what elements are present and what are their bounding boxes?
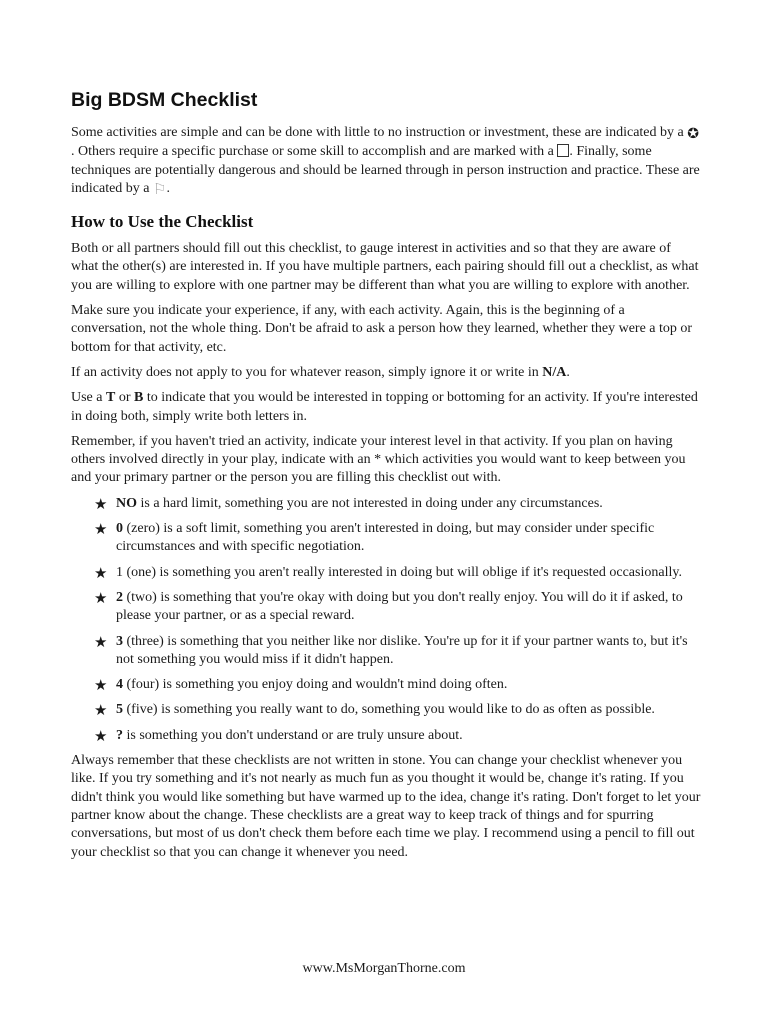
rating-item <box>71 495 701 513</box>
rating-key: 5 <box>116 702 123 718</box>
rating-text: (zero) is a soft limit, something you aren't interested in doing, but may consider under specific circumstances and with specific negotiation. <box>116 521 655 555</box>
rating-item <box>71 727 701 745</box>
rating-text: is something you don't understand or are truly unsure about. <box>123 727 463 743</box>
rating-item <box>71 633 701 670</box>
flag-icon: ⚐ <box>153 179 167 198</box>
paragraph-interest: Remember, if you haven't tried an activity, indicate your interest level in that activity. If you plan on having others involved directly in your play, indicate with an * which activities you would want to keep between you and your primary partner or the person you are filling this checklist out with. <box>71 433 686 486</box>
intro-text-1: Some activities are simple and can be done with little to no instruction or investment, these are indicated by a <box>71 125 688 140</box>
bottom-label: B <box>134 390 144 406</box>
star-icon: ★ <box>94 701 108 720</box>
footer-url: www.MsMorganThorne.com <box>302 961 466 976</box>
rating-item <box>71 520 701 557</box>
rating-key: NO <box>116 495 137 511</box>
tb-text-or: or <box>115 390 135 406</box>
rating-text: (two) is something that you're okay with doing but you don't really enjoy. You will do it if asked, to please your partner, or as a special reward. <box>116 589 683 624</box>
section-heading: How to Use the Checklist <box>71 212 254 232</box>
intro-paragraph <box>71 124 701 198</box>
paragraph-na <box>71 364 701 382</box>
star-icon: ★ <box>94 726 108 745</box>
document-page <box>71 86 701 869</box>
simple-activity-icon: ✪ <box>687 126 699 142</box>
intro-text-4: . <box>166 180 170 196</box>
paragraph-top-bottom <box>71 389 701 426</box>
na-text-1: If an activity does not apply to you for whatever reason, simply ignore it or write in <box>71 364 543 380</box>
na-label: N/A <box>542 364 567 380</box>
rating-key: 3 <box>116 633 123 649</box>
rating-key: 0 <box>116 521 123 537</box>
star-icon: ★ <box>94 676 108 695</box>
rating-key: 2 <box>116 589 123 605</box>
rating-text: (five) is something you really want to do, something you would like to do as often as possible. <box>123 702 655 718</box>
intro-text-2: . Others require a specific purchase or some skill to accomplish and are marked with a <box>71 144 558 160</box>
paragraph-partners: Both or all partners should fill out this checklist, to gauge interest in activities and so that they are aware of what the other(s) are interested in. If you have multiple partners, each pairing should fill out a checklist, as what you are willing to explore with one partner may be different than what you are willing to explore with another. <box>71 241 699 293</box>
rating-item <box>71 589 701 626</box>
rating-item <box>71 564 701 582</box>
intro-text-3: . Finally, some techniques are potentially dangerous and should be learned through in person instruction and practice. These are indicated by a <box>71 144 700 196</box>
rating-text: (one) is something you aren't really interested in doing but will oblige if it's requested occasionally. <box>123 564 682 580</box>
star-icon: ★ <box>94 563 108 582</box>
tb-text-2: to indicate that you would be interested in topping or bottoming for an activity. If you're interested in doing both, simply write both letters in. <box>71 390 698 424</box>
rating-text: (four) is something you enjoy doing and wouldn't mind doing often. <box>123 677 508 693</box>
top-label: T <box>106 390 116 406</box>
rating-item <box>71 701 701 719</box>
paragraph-experience: Make sure you indicate your experience, if any, with each activity. Again, this is the beginning of a conversation, not the whole thing. Don't be afraid to ask a person how they learned, whether they were a top or bottom for that activity, etc. <box>71 303 693 355</box>
star-icon: ★ <box>94 494 108 513</box>
star-icon: ★ <box>94 520 108 539</box>
page-title: Big BDSM Checklist <box>71 89 258 111</box>
star-icon: ★ <box>94 588 108 607</box>
rating-key: ? <box>116 727 123 743</box>
rating-key: 1 <box>116 564 123 580</box>
tb-text-1: Use a <box>71 390 106 406</box>
rating-key: 4 <box>116 677 123 693</box>
star-icon: ★ <box>94 632 108 651</box>
rating-text: is a hard limit, something you are not interested in doing under any circumstances. <box>137 495 603 511</box>
rating-list <box>71 495 701 745</box>
na-text-2: . <box>566 364 570 380</box>
rating-text: (three) is something that you neither like nor dislike. You're up for it if your partner wants to, but it's not something you would miss if it didn't happen. <box>116 633 688 667</box>
rating-item <box>71 676 701 694</box>
box-icon <box>557 144 569 157</box>
paragraph-changes: Always remember that these checklists are not written in stone. You can change your checklist whenever you like. If you try something and it's not nearly as much fun as you thought it would be, change it's rating. If you didn't think you would like something but have warmed up to the idea, change it's rating. Don't forget to let your partner know about the change. These checklists are a great way to keep track of things and for spurring conversations, but most of us don't check them before each time we play. I recommend using a pencil to fill out your checklist so that you can change it whenever you need. <box>71 753 701 860</box>
